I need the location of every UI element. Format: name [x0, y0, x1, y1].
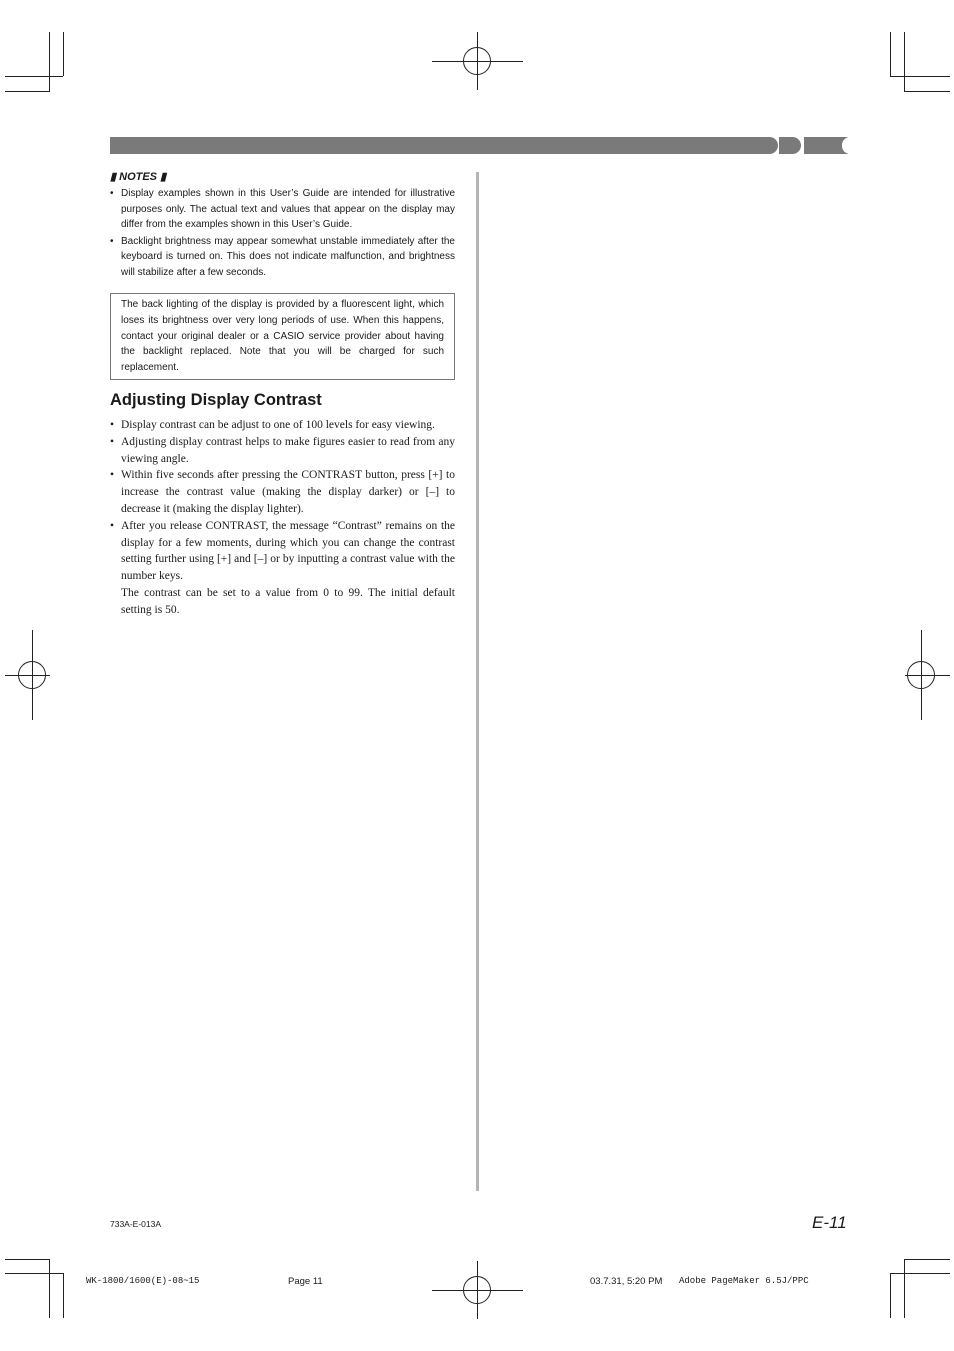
crop-mark — [904, 32, 905, 92]
contrast-list — [110, 417, 455, 619]
crop-mark — [904, 1259, 950, 1260]
notes-list — [110, 186, 455, 282]
crop-mark — [5, 1259, 50, 1260]
list-item: • Display contrast can be adjust to one of 100 levels for easy viewing. — [110, 417, 455, 434]
backlight-notice-box — [110, 293, 455, 380]
header-notch — [842, 137, 850, 154]
crop-mark — [49, 32, 50, 92]
list-item — [110, 518, 455, 619]
page-number: E-11 — [812, 1213, 847, 1232]
crop-mark — [904, 91, 950, 92]
slug-datetime: 03.7.31, 5:20 PM — [590, 1276, 663, 1287]
list-item: • Display examples shown in this User’s Guide are intended for illustrative purposes only. The actual text and values that appear on the display may differ from the examples shown in this User’s Guide. — [110, 186, 455, 233]
notes-marker-icon: ▮ — [110, 171, 117, 183]
crop-mark — [890, 32, 891, 76]
crop-mark — [904, 1259, 905, 1318]
notes-marker-icon: ▮ — [160, 171, 167, 183]
list-item-continuation: The contrast can be set to a value from 0 to 99. The initial default setting is 50. — [121, 586, 455, 616]
crop-mark — [890, 1273, 950, 1274]
list-item-text: After you release CONTRAST, the message “Contrast” remains on the display for a few moments, during which you can change the contrast setting further using [+] and [–] or by inputting a contrast value with the number keys. — [121, 519, 455, 583]
column-divider — [476, 172, 479, 1191]
crop-mark — [890, 76, 950, 77]
crop-mark — [890, 1273, 891, 1318]
section-title: Adjusting Display Contrast — [110, 391, 322, 409]
crop-mark — [5, 1273, 63, 1274]
slug-page: Page 11 — [288, 1276, 323, 1287]
crop-mark — [5, 91, 50, 92]
crop-mark — [49, 1259, 50, 1318]
crop-mark — [63, 1273, 64, 1318]
header-bar — [110, 137, 778, 154]
document-code: 733A-E-013A — [110, 1219, 162, 1229]
crop-mark — [63, 32, 64, 76]
list-item: • Within five seconds after pressing the CONTRAST button, press [+] to increase the contrast value (making the display darker) or [–] to decrease it (making the display lighter). — [110, 467, 455, 517]
crop-mark — [5, 76, 63, 77]
list-item: • Adjusting display contrast helps to make figures easier to read from any viewing angle. — [110, 434, 455, 468]
header-tab — [779, 137, 801, 154]
backlight-notice-text: The back lighting of the display is provided by a fluorescent light, which loses its brightness over very long periods of use. When this happens, contact your original dealer or a CASIO service provider about having the backlight replaced. Note that you will be charged for such replacement. — [121, 299, 444, 374]
slug-file: WK-1800/1600(E)-08~15 — [86, 1276, 200, 1286]
list-item: • Backlight brightness may appear somewhat unstable immediately after the keyboard is turned on. This does not indicate malfunction, and brightness will stabilize after a few seconds. — [110, 234, 455, 281]
notes-heading: ▮ NOTES ▮ — [110, 171, 167, 183]
slug-app: Adobe PageMaker 6.5J/PPC — [679, 1276, 809, 1286]
